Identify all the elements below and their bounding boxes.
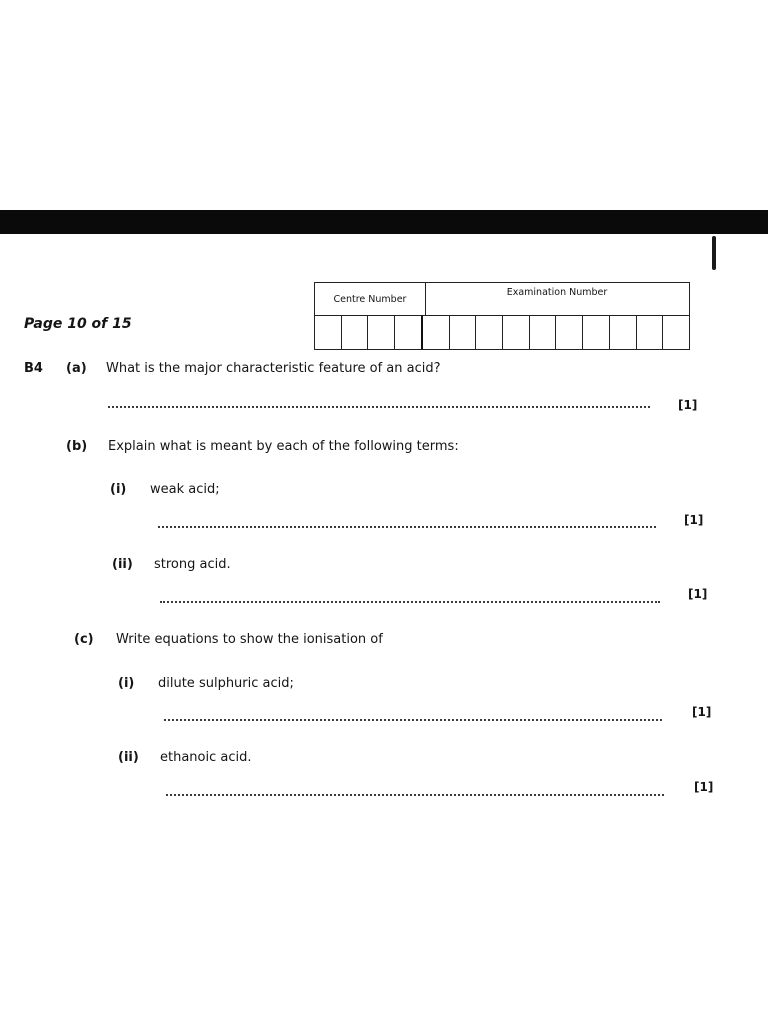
part-b-ii-mark: [1] (688, 587, 708, 601)
number-box-cells (315, 315, 689, 349)
examination-number-cell[interactable] (637, 315, 664, 349)
examination-number-cell[interactable] (503, 315, 530, 349)
part-c-instruction: Write equations to show the ionisation of (116, 632, 383, 647)
examination-number-cell[interactable] (556, 315, 583, 349)
number-box-header (315, 283, 689, 316)
part-a-question: What is the major characteristic feature of an acid? (106, 361, 441, 376)
page-number: Page 10 of 15 (24, 316, 132, 332)
part-c-i-answer-line[interactable] (164, 719, 662, 721)
part-c-ii-label: (ii) (118, 750, 139, 765)
part-a-answer-line[interactable] (108, 406, 650, 408)
part-b-i-mark: [1] (684, 513, 704, 527)
part-b-i-label: (i) (110, 482, 127, 497)
part-b-i-term: weak acid; (150, 482, 220, 497)
page-edge-mark (712, 236, 716, 270)
part-c-i-label: (i) (118, 676, 135, 691)
examination-number-cell[interactable] (450, 315, 477, 349)
part-c-i-mark: [1] (692, 705, 712, 719)
part-b-label: (b) (66, 439, 88, 454)
scan-top-bar (0, 210, 768, 234)
question-number: B4 (24, 361, 43, 376)
part-b-instruction: Explain what is meant by each of the following terms: (108, 439, 459, 454)
centre-number-cell[interactable] (315, 315, 342, 349)
examination-number-label: Examination Number (506, 287, 608, 298)
part-b-i-answer-line[interactable] (158, 526, 656, 528)
examination-number-cell[interactable] (530, 315, 557, 349)
examination-number-cell[interactable] (476, 315, 503, 349)
part-c-ii-substance: ethanoic acid. (160, 750, 252, 765)
part-c-label: (c) (74, 632, 94, 647)
part-c-ii-answer-line[interactable] (166, 794, 664, 796)
examination-number-cell[interactable] (423, 315, 450, 349)
part-c-i-substance: dilute sulphuric acid; (158, 676, 294, 691)
centre-number-cell[interactable] (342, 315, 369, 349)
part-b-ii-label: (ii) (112, 557, 133, 572)
part-b-ii-term: strong acid. (154, 557, 231, 572)
part-a-label: (a) (66, 361, 87, 376)
part-a-mark: [1] (678, 398, 698, 412)
candidate-number-box (314, 282, 690, 350)
centre-number-label: Centre Number (315, 283, 426, 315)
examination-number-cell[interactable] (663, 315, 689, 349)
centre-number-cell[interactable] (395, 315, 423, 349)
examination-number-cell[interactable] (583, 315, 610, 349)
part-b-ii-answer-line[interactable] (160, 601, 660, 603)
centre-number-cell[interactable] (368, 315, 395, 349)
part-c-ii-mark: [1] (694, 780, 714, 794)
examination-number-cell[interactable] (610, 315, 637, 349)
